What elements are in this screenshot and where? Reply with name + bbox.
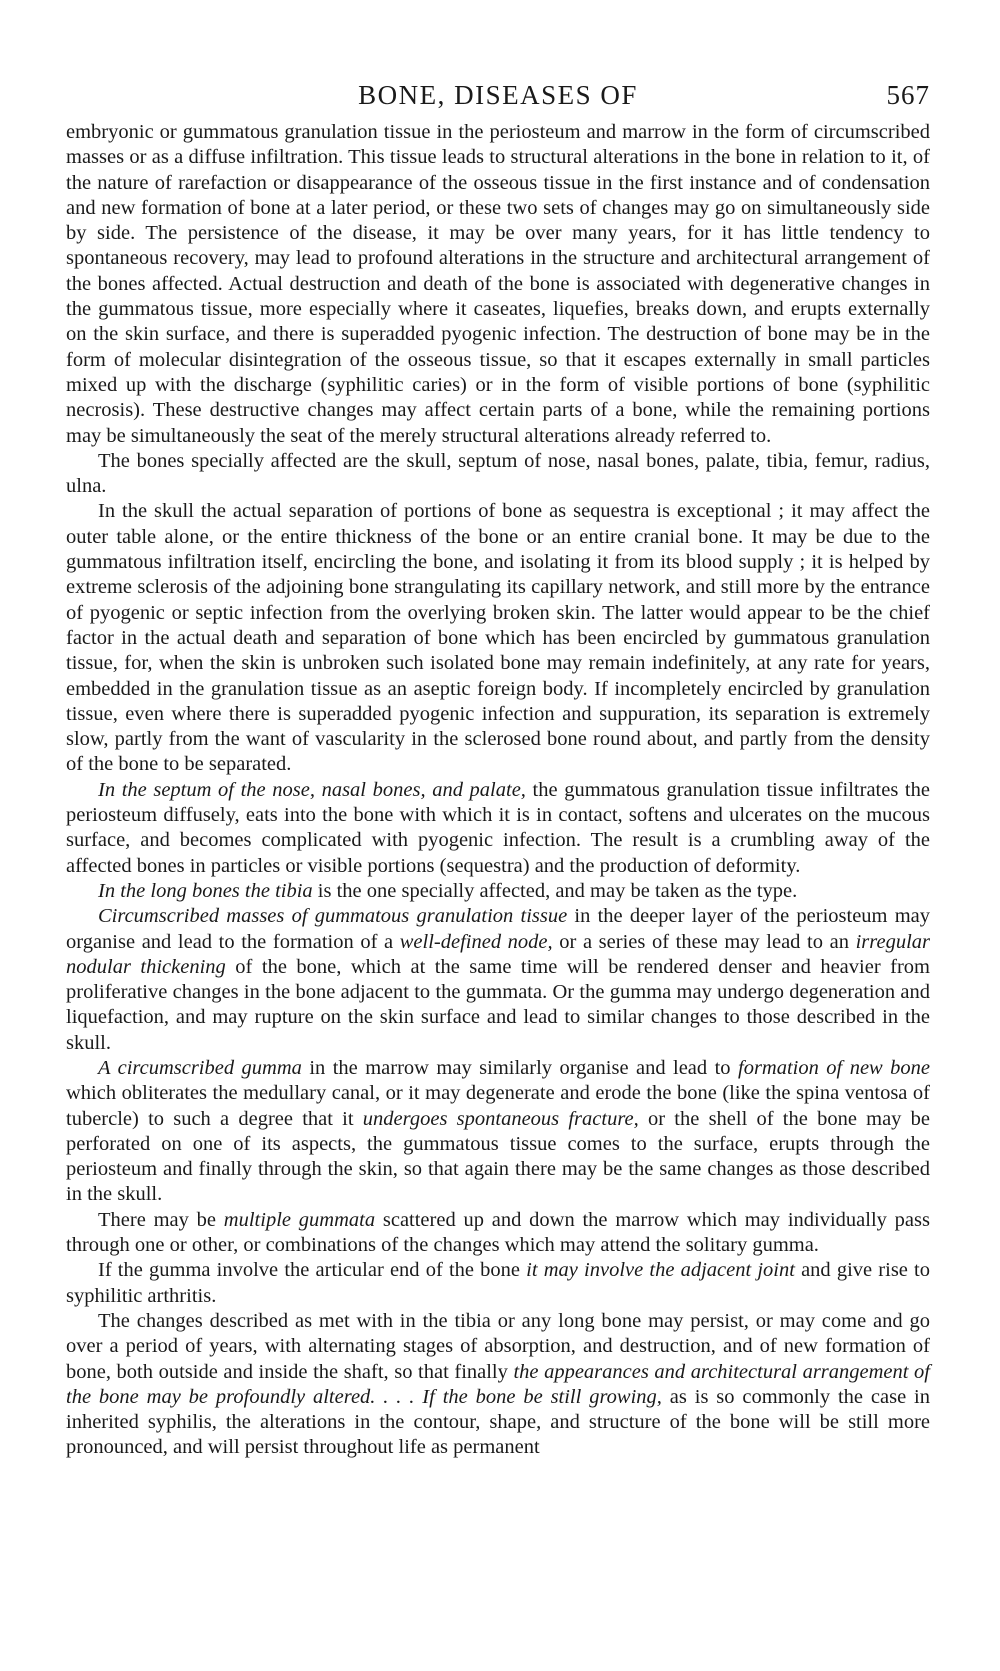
italic-phrase: multiple gummata [223,1208,376,1231]
italic-phrase: irregular nodular thickening [66,930,930,978]
text-run: If the gumma involve the articular end of the bone [98,1259,527,1282]
paragraph [66,120,930,449]
body-text [66,120,930,1461]
paragraph [66,1258,930,1309]
text-run: the gummatous granulation tissue infiltrates the periosteum diffusely, eats into the bone with which it is in contact, softens and ulcerates on the mucous surface, and becomes complicated with pyogenic infection. The result is a crumbling away of the affected bones in particles or visible portions (sequestra) and the production of deformity. [66,778,930,877]
italic-phrase: the appearances and architectural arrangement of the bone may be profoundly altered. . . . If the bone be still growing, [66,1360,930,1408]
text-run: as is so commonly the case in inherited syphilis, the alterations in the contour, shape, and structure of the bone will be still more pronounced, and will persist throughout life as permanent [66,1385,930,1459]
paragraph [66,499,930,777]
running-title: BONE, DISEASES OF [358,80,638,110]
italic-phrase: In the septum of the nose, nasal bones, and palate, [98,778,526,801]
text-run: in the deeper layer of the periosteum may organise and lead to the formation of a [66,905,930,953]
text-run: scattered up and down the marrow which may individually pass through one or other, or combinations of the changes which may attend the solitary gumma. [66,1208,930,1257]
text-run: is the one specially affected, and may be taken as the type. [312,879,798,902]
text-run: and give rise to syphilitic arthritis. [66,1259,930,1307]
text-run: In the skull the actual separation of portions of bone as sequestra is exceptional ; it may affect the outer table alone, or the entire thickness of the bone or an entire cranial bone. It may be due to the gummatous infiltration itself, encircling the bone, and isolating it from its blood supply ; it is helped by extreme sclerosis of the adjoining bone strangulating its capillary network, and still more by the entrance of pyogenic or septic infection from the overlying broken skin. The latter would appear to be the chief factor in the actual death and separation of bone which has been encircled by gummatous granulation tissue, for, when the skin is unbroken such isolated bone may remain indefinitely, at any rate for years, embedded in the granulation tissue as an aseptic foreign body. If incompletely encircled by granulation tissue, even where there is superadded pyogenic infection and suppuration, its separation is extremely slow, partly from the want of vascularity in the sclerosed bone round about, and partly from the density of the bone to be separated. [66,500,930,776]
text-run: The changes described as met with in the tibia or any long bone may persist, or may come and go over a period of years, with alternating stages of absorption, and destruction, and of new formation of bone, both outside and inside the shaft, so that finally [66,1309,930,1383]
paragraph [66,879,930,904]
paragraph [66,449,930,500]
page-number: 567 [886,80,930,110]
text-run: of the bone, which at the same time will be rendered denser and heavier from proliferative changes in the bone adjacent to the gummata. Or the gumma may undergo degeneration and liquefaction, and may rupture on the skin surface and lead to similar changes to those described in the skull. [66,955,930,1054]
text-run: or the shell of the bone may be perforated on one of its aspects, the gummatous tissue comes to the surface, erupts through the periosteum and finally through the skin, so that again there may be the same changes as those described in the skull. [66,1107,931,1206]
running-head [66,74,930,114]
paragraph [66,778,930,879]
paragraph [66,904,930,1056]
italic-phrase: it may involve the adjacent joint [526,1259,795,1282]
italic-phrase: undergoes spontaneous fracture, [362,1107,639,1130]
italic-phrase: In the long bones the tibia [98,879,313,902]
italic-phrase: A circumscribed gumma [98,1056,302,1079]
italic-phrase: well-defined node, [399,930,553,953]
paragraph [66,1208,930,1259]
italic-phrase: formation of new bone [738,1056,931,1079]
text-run: embryonic or gummatous granulation tissue in the periosteum and marrow in the form of circumscribed masses or as a diffuse infiltration. This tissue leads to structural alterations in the bone in relation to it, of the nature of rarefaction or disappearance of the osseous tissue in the first instance and of condensation and new formation of bone at a later period, or these two sets of changes may go on simultaneously side by side. The persistence of the disease, it may be over many years, for it has little tendency to spontaneous recovery, may lead to profound alterations in the structure and architectural arrangement of the bones affected. Actual destruction and death of the bone is associated with degenerative changes in the gummatous tissue, more especially where it caseates, liquefies, breaks down, and erupts externally on the skin surface, and there is superadded pyogenic infection. The destruction of bone may be in the form of molecular disintegration of the osseous tissue, so that it escapes externally in small particles mixed up with the discharge (syphilitic caries) or in the form of visible portions of bone (syphilitic necrosis). These destructive changes may affect certain parts of a bone, while the remaining portions may be simultaneously the seat of the merely structural alterations already referred to. [66,121,930,447]
text-run: in the marrow may similarly organise and lead to [301,1056,738,1079]
text-run: There may be [98,1208,224,1231]
paragraph [66,1309,930,1461]
text-run: The bones specially affected are the skull, septum of nose, nasal bones, palate, tibia, femur, radius, ulna. [66,449,930,498]
paragraph [66,1056,930,1208]
italic-phrase: Circumscribed masses of gummatous granulation tissue [98,905,568,928]
text-run: which obliterates the medullary canal, or it may degenerate and erode the bone (like the spina ventosa of tubercle) to such a degree that it [66,1082,930,1130]
text-run: or a series of these may lead to an [552,930,856,953]
